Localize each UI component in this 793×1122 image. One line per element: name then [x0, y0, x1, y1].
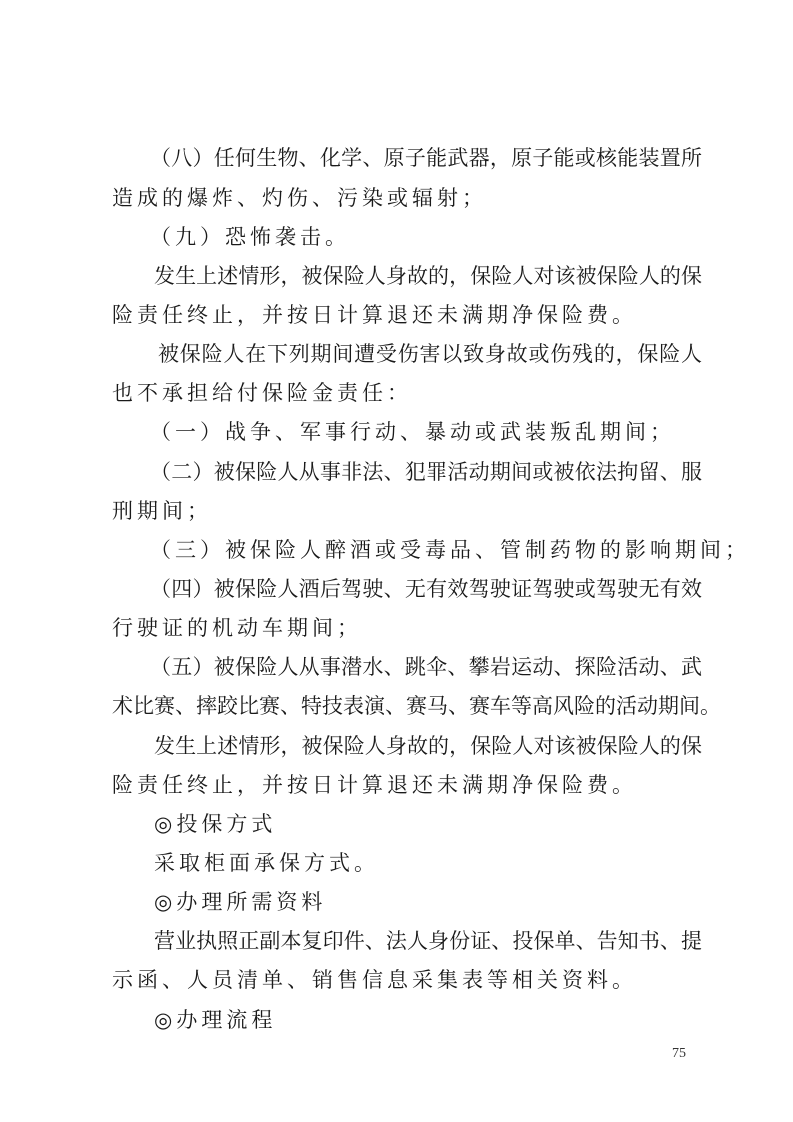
item-4-line-2: 行驶证的机动车期间；: [112, 616, 362, 640]
paragraph-exclusion-periods-line-2: 也不承担给付保险金责任：: [112, 381, 412, 405]
application-method-text: 采取柜面承保方式。: [154, 851, 379, 875]
section-heading-application-method: ◎投保方式: [154, 812, 277, 836]
paragraph-consequence-2-line-2: 险责任终止，并按日计算退还未满期净保险费。: [112, 773, 637, 797]
paragraph-consequence-1-line-2: 险责任终止，并按日计算退还未满期净保险费。: [112, 303, 637, 327]
item-2-line-2: 刑期间；: [112, 499, 212, 523]
clause-8-line-1: （八）任何生物、化学、原子能武器，原子能或核能装置所: [150, 146, 702, 170]
item-2-line-1: （二）被保险人从事非法、犯罪活动期间或被依法拘留、服: [150, 460, 702, 484]
item-3: （三）被保险人醉酒或受毒品、管制药物的影响期间；: [150, 538, 750, 562]
required-materials-line-2: 示函、人员清单、销售信息采集表等相关资料。: [112, 968, 637, 992]
paragraph-consequence-1-line-1: 发生上述情形，被保险人身故的，保险人对该被保险人的保: [154, 264, 702, 288]
item-5-line-2: 术比赛、摔跤比赛、特技表演、赛马、赛车等高风险的活动期间。: [112, 694, 721, 718]
required-materials-line-1: 营业执照正副本复印件、法人身份证、投保单、告知书、提: [154, 929, 702, 953]
clause-9: （九）恐怖袭击。: [150, 225, 350, 249]
item-5-line-1: （五）被保险人从事潜水、跳伞、攀岩运动、探险活动、武: [150, 655, 702, 679]
item-4-line-1: （四）被保险人酒后驾驶、无有效驾驶证驾驶或驾驶无有效: [150, 577, 702, 601]
page-number: 75: [672, 1046, 686, 1061]
paragraph-exclusion-periods-line-1: 被保险人在下列期间遭受伤害以致身故或伤残的，保险人: [158, 342, 702, 366]
section-heading-required-materials: ◎办理所需资料: [154, 890, 327, 914]
clause-8-line-2: 造成的爆炸、灼伤、污染或辐射；: [112, 186, 487, 210]
item-1: （一）战争、军事行动、暴动或武装叛乱期间；: [150, 420, 675, 444]
paragraph-consequence-2-line-1: 发生上述情形，被保险人身故的，保险人对该被保险人的保: [154, 734, 702, 758]
section-heading-procedure: ◎办理流程: [154, 1008, 277, 1032]
